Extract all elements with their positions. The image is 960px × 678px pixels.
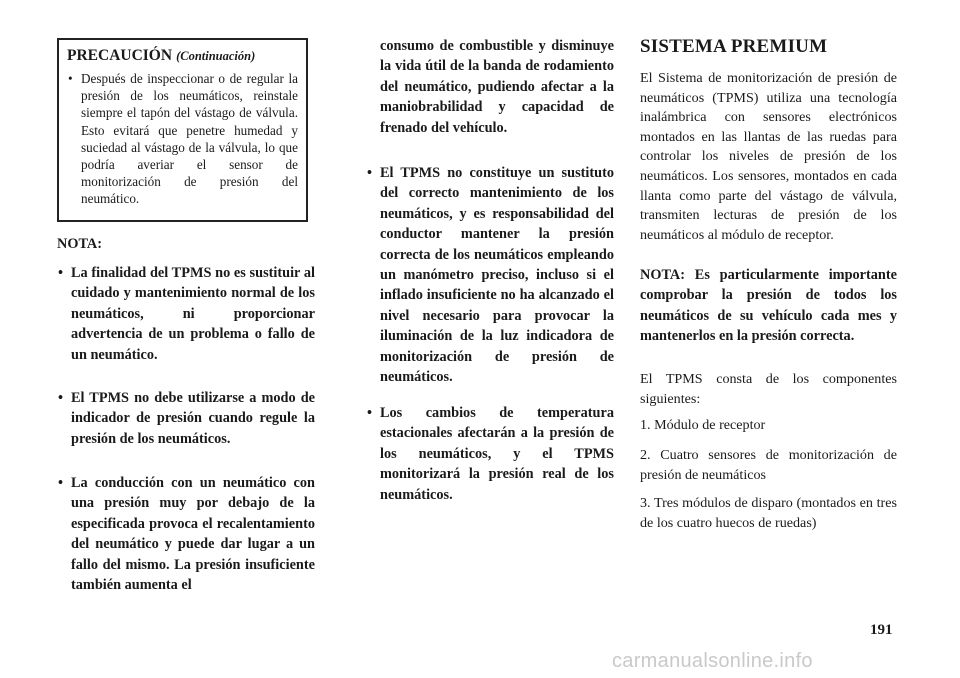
component-item-3: 3. Tres módulos de disparo (montados en tres de los cuatro huecos de ruedas) [640, 495, 897, 531]
caution-title: PRECAUCIÓN (Continuación) [67, 47, 256, 64]
nota-bullet-1: • La finalidad del TPMS no es sustituir al cuidado y mantenimiento normal de los neumáticos, ni proporcionar advertencia de un problema o fallo de un neumático. [57, 263, 315, 365]
premium-intro: El Sistema de monitorización de presión de neumáticos (TPMS) utiliza una tecnología inalámbrica con sensores electrónicos montados en las llantas de las ruedas para controlar los niveles de presión de los neumáticos. Los sensores, montados en cada llanta como parte del vástago de válvula, transmiten lecturas de presión de los neumáticos al módulo de receptor. [640, 70, 897, 243]
page-number: 191 [870, 622, 893, 638]
caution-box [57, 38, 308, 222]
column2-bullet-1: • El TPMS no constituye un sustituto del correcto mantenimiento de los neumáticos, y es responsabilidad del conductor mantener la presión correcta de los neumáticos empleando un manómetro preciso, incluso si el inflado insuficiente no ha alcanzado el nivel necesario para provocar la iluminación de la luz indicadora de monitorización de presión de neumáticos. [366, 163, 614, 387]
nota-bullet-2: • El TPMS no debe utilizarse a modo de indicador de presión cuando regule la presión de los neumáticos. [57, 388, 315, 449]
watermark: carmanualsonline.info [612, 650, 813, 672]
column2-bullet-2: • Los cambios de temperatura estacionales afectarán a la presión de los neumáticos, y el TPMS monitorizará la presión real de los neumáticos. [366, 403, 614, 505]
section-title: SISTEMA PREMIUM [640, 36, 828, 57]
caution-text: • Después de inspeccionar o de regular la presión de los neumáticos, reinstale siempre el tapón del vástago de válvula. Esto evitará que penetre humedad y suciedad al vástago de la válvula, lo que podría averiar el sensor de monitorización de presión del neumático. [67, 70, 298, 208]
nota-label: NOTA: [57, 236, 103, 252]
component-item-2: 2. Cuatro sensores de monitorización de presión de neumáticos [640, 447, 897, 483]
premium-nota: NOTA: Es particularmente importante comprobar la presión de todos los neumáticos de su vehículo cada mes y mantenerlos en la presión correcta. [640, 267, 897, 345]
nota-bullet-3: • La conducción con un neumático con una presión muy por debajo de la especificada provoca el recalentamiento del neumático y puede dar lugar a un fallo del mismo. La presión insuficiente también aumenta el [57, 473, 315, 595]
caution-continuation: (Continuación) [176, 49, 256, 63]
components-intro: El TPMS consta de los componentes siguientes: [640, 371, 897, 407]
column2-continuation: consumo de combustible y disminuye la vida útil de la banda de rodamiento del neumático, pudiendo afectar a la maniobrabilidad y capacidad de frenado del vehículo. [380, 38, 614, 136]
component-item-1: 1. Módulo de receptor [640, 417, 766, 433]
